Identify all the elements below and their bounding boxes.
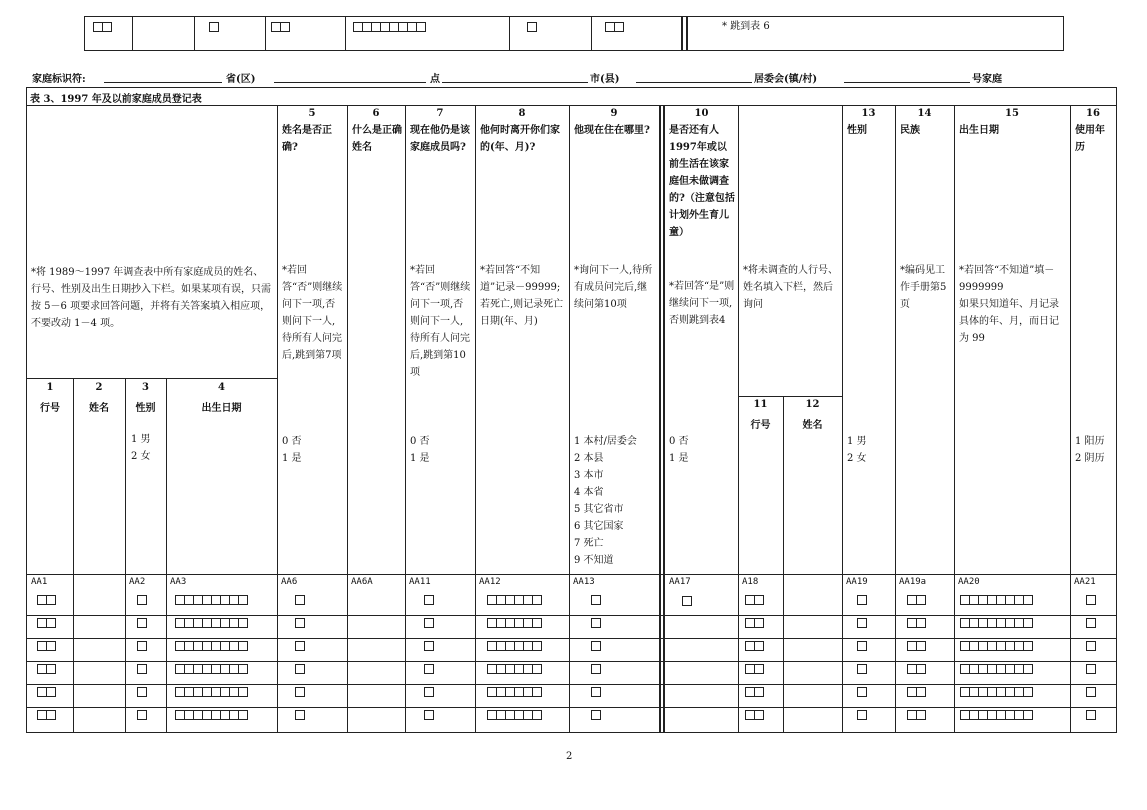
birth-date-boxes[interactable]	[175, 595, 248, 605]
code-aa1: AA1	[31, 577, 48, 587]
still-member-box[interactable]	[424, 595, 434, 605]
col15-note: *若回答“不知道”填－9999999 如果只知道年、月记录具体的年、月，而日记为 99	[959, 265, 1059, 344]
left-date-boxes[interactable]	[487, 664, 542, 674]
new-birth-date-boxes[interactable]	[960, 641, 1033, 651]
main-table	[26, 87, 1117, 733]
top-box-3[interactable]	[271, 22, 290, 32]
name-correct-box[interactable]	[295, 710, 305, 720]
code-aa21: AA21	[1074, 577, 1096, 587]
line-no-boxes[interactable]	[37, 641, 56, 651]
ethnicity-boxes[interactable]	[907, 595, 926, 605]
col15-num: 15	[1005, 108, 1019, 119]
col10-label: 是否还有人1997年或以前生活在该家庭但未做调查的?（注意包括计划外生育儿童）	[669, 125, 735, 238]
name-correct-box[interactable]	[295, 641, 305, 651]
new-sex-box[interactable]	[857, 710, 867, 720]
new-birth-date-boxes[interactable]	[960, 595, 1033, 605]
col9-note: *询问下一人,待所有成员问完后,继续问第10项	[574, 265, 653, 310]
col13-label: 性别	[847, 125, 867, 136]
new-line-no-boxes[interactable]	[745, 687, 764, 697]
still-member-box[interactable]	[424, 641, 434, 651]
code-aa20: AA20	[958, 577, 980, 587]
col4-label: 出生日期	[201, 403, 242, 414]
top-box-6[interactable]	[605, 22, 624, 32]
sex-box[interactable]	[137, 618, 147, 628]
col6-num: 6	[372, 108, 380, 119]
col16-options: 1 阳历 2 阴历	[1075, 436, 1105, 464]
top-box-4[interactable]	[353, 22, 426, 32]
code-aa2: AA2	[129, 577, 146, 587]
col8-label: 他何时离开你们家的(年、月)?	[480, 125, 560, 153]
col9-num: 9	[610, 108, 618, 119]
province-label: 省(区)	[226, 74, 256, 85]
code-aa12: AA12	[479, 577, 501, 587]
code-aa6: AA6	[281, 577, 298, 587]
more-members-box[interactable]	[682, 596, 692, 606]
col9-options: 1 本村/居委会 2 本县 3 本市 4 本省 5 其它省市 6 其它国家 7 死亡 9 不知道	[574, 436, 637, 566]
household-no-label: 号家庭	[972, 74, 1002, 85]
col5-num: 5	[308, 108, 316, 119]
still-member-box[interactable]	[424, 710, 434, 720]
new-line-no-boxes[interactable]	[745, 641, 764, 651]
new-sex-box[interactable]	[857, 618, 867, 628]
still-member-box[interactable]	[424, 664, 434, 674]
col10-note: *若回答“是”则继续问下一项,否则跳到表4	[669, 281, 735, 326]
name-correct-box[interactable]	[295, 595, 305, 605]
new-line-no-boxes[interactable]	[745, 618, 764, 628]
line-no-boxes[interactable]	[37, 687, 56, 697]
col7-note: *若回答“否”则继续问下一项,否则问下一人,待所有人问完后,跳到第10项	[410, 265, 471, 378]
line-no-boxes[interactable]	[37, 710, 56, 720]
new-sex-box[interactable]	[857, 687, 867, 697]
col11-note: *将未调查的人行号、姓名填入下栏，然后询问	[743, 265, 838, 310]
col10-num: 10	[694, 108, 709, 119]
ethnicity-boxes[interactable]	[907, 641, 926, 651]
where-now-box[interactable]	[591, 641, 601, 651]
col8-note: *若回答“不知道”记录－99999;若死亡,则记录死亡日期(年、月)	[480, 265, 564, 327]
ethnicity-boxes[interactable]	[907, 687, 926, 697]
col6-label: 什么是正确姓名	[352, 125, 402, 153]
col5-options: 0 否 1 是	[282, 436, 302, 464]
name-correct-box[interactable]	[295, 664, 305, 674]
ethnicity-boxes[interactable]	[907, 664, 926, 674]
code-aa11: AA11	[409, 577, 431, 587]
line-no-boxes[interactable]	[37, 618, 56, 628]
code-aa3: AA3	[170, 577, 187, 587]
city-label: 市(县)	[590, 74, 620, 85]
col3-label: 性别	[135, 403, 156, 414]
still-member-box[interactable]	[424, 687, 434, 697]
col11-label: 行号	[750, 420, 771, 431]
col13-options: 1 男 2 女	[847, 436, 867, 464]
col3-options: 1 男 2 女	[131, 434, 151, 462]
col7-options: 0 否 1 是	[410, 436, 430, 464]
top-box-1[interactable]	[93, 22, 112, 32]
col16-label: 使用年历	[1075, 125, 1105, 153]
where-now-box[interactable]	[591, 618, 601, 628]
left-date-boxes[interactable]	[487, 710, 542, 720]
code-aa6a: AA6A	[351, 577, 373, 587]
name-correct-box[interactable]	[295, 618, 305, 628]
col5-note: *若回答“否”则继续问下一项,否则问下一人,待所有人问完后,跳到第7项	[282, 265, 343, 361]
code-aa17: AA17	[669, 577, 691, 587]
calendar-box[interactable]	[1086, 595, 1096, 605]
where-now-box[interactable]	[591, 664, 601, 674]
new-line-no-boxes[interactable]	[745, 595, 764, 605]
col2-num: 2	[95, 382, 103, 393]
col14-note: *编码见工作手册第5页	[900, 265, 947, 310]
top-box-5[interactable]	[527, 22, 537, 32]
calendar-box[interactable]	[1086, 664, 1096, 674]
col7-num: 7	[436, 108, 444, 119]
new-sex-box[interactable]	[857, 595, 867, 605]
col5-label: 姓名是否正确?	[282, 125, 332, 153]
jump-note: * 跳到表 6	[722, 21, 770, 32]
col1-num: 1	[46, 382, 54, 393]
where-now-box[interactable]	[591, 687, 601, 697]
sex-box[interactable]	[137, 710, 147, 720]
new-sex-box[interactable]	[857, 641, 867, 651]
calendar-box[interactable]	[1086, 687, 1096, 697]
new-birth-date-boxes[interactable]	[960, 710, 1033, 720]
col3-num: 3	[142, 382, 149, 393]
top-box-2[interactable]	[209, 22, 219, 32]
birth-date-boxes[interactable]	[175, 641, 248, 651]
new-birth-date-boxes[interactable]	[960, 664, 1033, 674]
col14-label: 民族	[900, 125, 920, 136]
col14-num: 14	[917, 108, 932, 119]
calendar-box[interactable]	[1086, 710, 1096, 720]
sex-box[interactable]	[137, 687, 147, 697]
name-correct-box[interactable]	[295, 687, 305, 697]
col10-options: 0 否 1 是	[669, 436, 689, 464]
calendar-box[interactable]	[1086, 641, 1096, 651]
line-no-boxes[interactable]	[37, 664, 56, 674]
code-aa19a: AA19a	[899, 577, 927, 587]
birth-date-boxes[interactable]	[175, 618, 248, 628]
new-sex-box[interactable]	[857, 664, 867, 674]
col11-num: 11	[753, 399, 768, 410]
birth-date-boxes[interactable]	[175, 687, 248, 697]
col12-label: 姓名	[802, 420, 823, 431]
col2-label: 姓名	[89, 403, 109, 414]
sex-box[interactable]	[137, 641, 147, 651]
birth-date-boxes[interactable]	[175, 710, 248, 720]
new-birth-date-boxes[interactable]	[960, 618, 1033, 628]
left-date-boxes[interactable]	[487, 618, 542, 628]
new-birth-date-boxes[interactable]	[960, 687, 1033, 697]
still-member-box[interactable]	[424, 618, 434, 628]
new-line-no-boxes[interactable]	[745, 664, 764, 674]
ethnicity-boxes[interactable]	[907, 618, 926, 628]
col8-num: 8	[518, 108, 526, 119]
col16-num: 16	[1086, 108, 1100, 119]
intro-note: *将 1989～1997 年调查表中所有家庭成员的姓名、行号、性别及出生日期抄入下栏。如果某项有误，只需按 5－6 项要求回答问题，并将有关答案填入相应项，不要改动 1－4 项。	[31, 267, 271, 329]
left-date-boxes[interactable]	[487, 687, 542, 697]
code-aa19: AA19	[846, 577, 868, 587]
page-number: 2	[566, 751, 573, 762]
new-line-no-boxes[interactable]	[745, 710, 764, 720]
birth-date-boxes[interactable]	[175, 664, 248, 674]
left-date-boxes[interactable]	[487, 595, 542, 605]
household-id-line	[32, 70, 1117, 84]
committee-label: 居委会(镇/村)	[754, 74, 818, 85]
line-no-boxes[interactable]	[37, 595, 56, 605]
code-aa13: AA13	[573, 577, 595, 587]
point-label: 点	[430, 74, 440, 85]
left-date-boxes[interactable]	[487, 641, 542, 651]
col4-num: 4	[218, 382, 225, 393]
code-a18: A18	[742, 577, 759, 587]
col15-label: 出生日期	[959, 125, 999, 136]
col1-label: 行号	[40, 403, 60, 414]
top-row	[84, 16, 1064, 51]
sex-box[interactable]	[137, 595, 147, 605]
col7-label: 现在他仍是该家庭成员吗?	[410, 125, 470, 153]
where-now-box[interactable]	[591, 595, 601, 605]
table-title: 表 3、1997 年及以前家庭成员登记表	[30, 94, 202, 105]
calendar-box[interactable]	[1086, 618, 1096, 628]
ethnicity-boxes[interactable]	[907, 710, 926, 720]
col13-num: 13	[861, 108, 876, 119]
col12-num: 12	[805, 399, 820, 410]
where-now-box[interactable]	[591, 710, 601, 720]
col9-label: 他现在住在哪里?	[574, 125, 650, 136]
household-id-label: 家庭标识符:	[32, 74, 86, 85]
sex-box[interactable]	[137, 664, 147, 674]
